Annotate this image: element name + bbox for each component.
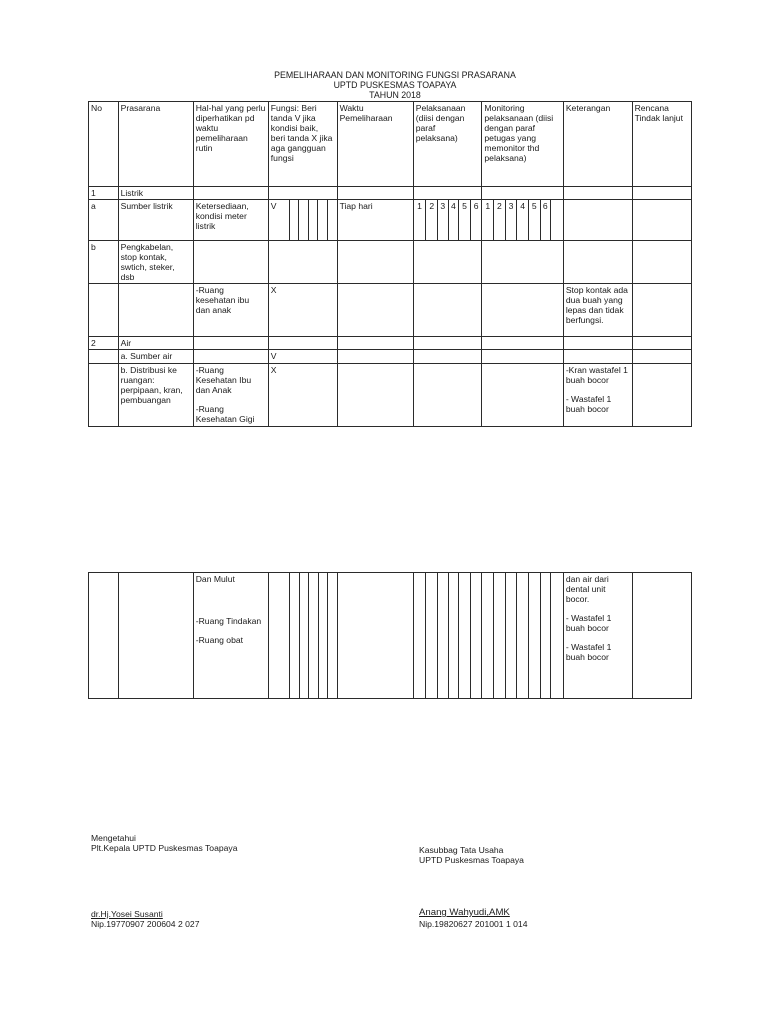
cell-keterangan: Stop kontak ada dua buah yang lepas dan tidak berfungsi. (563, 284, 632, 337)
cell-hal (193, 364, 268, 427)
pelaksanaan-day: 2 (426, 200, 438, 241)
cell-waktu: Tiap hari (337, 200, 413, 241)
cell-fungsi: V (268, 200, 289, 241)
cell-fungsi: X (268, 284, 337, 337)
table-row (89, 187, 692, 200)
table-row (89, 364, 692, 427)
table-row (89, 350, 692, 364)
cell-prasarana: b. Distribusi ke ruangan: perpipaan, kran, pembuangan (118, 364, 193, 427)
sig-left-name: dr.Hj.Yosei Susanti (91, 909, 163, 919)
monitoring-day: 6 (540, 200, 551, 241)
monitoring-day: 1 (482, 200, 494, 241)
header-monitoring: Monitoring pelaksanaan (diisi dengan paraf petugas yang memonitor thd pelaksana) (482, 102, 563, 187)
cell-no: b (89, 241, 119, 284)
keterangan-item: dan air dari dental unit bocor. (565, 574, 609, 604)
hal-item: -Ruang Kesehatan Ibu dan Anak (195, 365, 252, 395)
pelaksanaan-day: 5 (459, 200, 471, 241)
cell-prasarana: Sumber listrik (118, 200, 193, 241)
table-row (89, 573, 692, 699)
cell-no: 2 (89, 337, 119, 350)
doc-title: PEMELIHARAAN DAN MONITORING FUNGSI PRASARANA (274, 70, 516, 80)
sig-left-line1: Mengetahui (91, 833, 136, 843)
doc-year: TAHUN 2018 (369, 90, 421, 100)
cell-no: 1 (89, 187, 119, 200)
keterangan-item: - Wastafel 1 buah bocor (565, 642, 612, 662)
cell-fungsi: V (268, 350, 337, 364)
maintenance-table (88, 101, 692, 427)
pelaksanaan-day: 1 (413, 200, 426, 241)
cell-prasarana: Pengkabelan, stop kontak, swtich, steker, dsb (118, 241, 193, 284)
cell-keterangan (563, 364, 632, 427)
header-keterangan: Keterangan (563, 102, 632, 187)
sig-right-line1: Kasubbag Tata Usaha (419, 845, 504, 855)
cell-hal: -Ruang kesehatan ibu dan anak (193, 284, 268, 337)
hal-item: -Ruang Tindakan (195, 616, 262, 626)
hal-item: -Ruang obat (195, 635, 244, 645)
continuation-table (88, 572, 692, 699)
header-waktu: Waktu Pemeliharaan (337, 102, 413, 187)
sig-left-nip: Nip.19770907 200604 2 027 (91, 919, 200, 929)
table-row (89, 200, 692, 241)
doc-subtitle: UPTD PUSKESMAS TOAPAYA (333, 80, 457, 90)
header-pelaksanaan: Pelaksanaan (diisi dengan paraf pelaksana) (413, 102, 482, 187)
cell-fungsi: X (268, 364, 337, 427)
keterangan-item: -Kran wastafel 1 buah bocor (565, 365, 628, 385)
table-row (89, 337, 692, 350)
header-no: No (89, 102, 119, 187)
keterangan-item: - Wastafel 1 buah bocor (565, 394, 612, 414)
cell-prasarana: a. Sumber air (118, 350, 193, 364)
cell-hal (193, 573, 268, 699)
cell-keterangan (563, 573, 632, 699)
header-prasarana: Prasarana (118, 102, 193, 187)
cell-hal: Ketersediaan, kondisi meter listrik (193, 200, 268, 241)
monitoring-day: 2 (494, 200, 506, 241)
hal-item: Dan Mulut (195, 574, 235, 584)
header-hal: Hal-hal yang perlu diperhatikan pd waktu pemeliharaan rutin (193, 102, 268, 187)
header-row (89, 102, 692, 187)
cell-prasarana: Listrik (118, 187, 193, 200)
sig-right-line2: UPTD Puskesmas Toapaya (419, 855, 524, 865)
table-row (89, 284, 692, 337)
header-rencana: Rencana Tindak lanjut (632, 102, 691, 187)
monitoring-day: 4 (517, 200, 529, 241)
hal-item: -Ruang Kesehatan Gigi (195, 404, 255, 424)
header-fungsi: Fungsi: Beri tanda V jika kondisi baik, beri tanda X jika aga gangguan fungsi (268, 102, 337, 187)
cell-prasarana: Air (118, 337, 193, 350)
pelaksanaan-day: 6 (470, 200, 482, 241)
cell-no: a (89, 200, 119, 241)
sig-left-line2: Plt.Kepala UPTD Puskesmas Toapaya (91, 843, 238, 853)
monitoring-day: 5 (528, 200, 540, 241)
table-row (89, 241, 692, 284)
keterangan-item: - Wastafel 1 buah bocor (565, 613, 612, 633)
sig-right-name: Anang Wahyudi,AMK (419, 907, 510, 918)
monitoring-day: 3 (505, 200, 517, 241)
sig-right-nip: Nip.19820627 201001 1 014 (419, 919, 528, 929)
pelaksanaan-day: 3 (438, 200, 449, 241)
pelaksanaan-day: 4 (448, 200, 459, 241)
